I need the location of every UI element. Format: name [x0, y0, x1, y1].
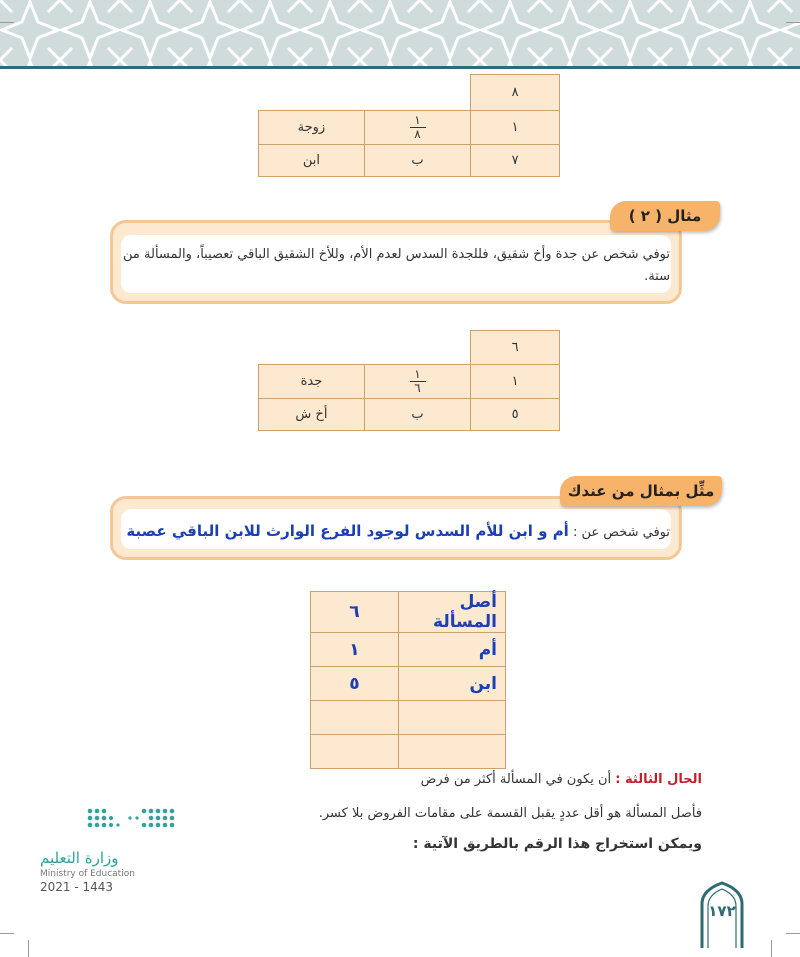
page-number-badge [698, 880, 746, 948]
table-cell-heir: جدة [259, 365, 365, 399]
fraction [410, 368, 426, 395]
crop-mark [786, 933, 800, 934]
fraction [410, 114, 426, 141]
top-banner [0, 0, 800, 69]
table-cell-heir: ابن [259, 145, 365, 177]
example-2-title: مثال ( ٢ ) [610, 201, 720, 231]
table-cell-header: ٦ [471, 331, 560, 365]
table-cell-value: ٥ [311, 667, 399, 701]
ministry-name-english: Ministry of Education [40, 869, 135, 879]
geometric-pattern-icon [0, 0, 800, 66]
case-3-label: الحال الثالثة : [615, 772, 702, 787]
crop-mark [771, 940, 772, 957]
table-cell-result: ٧ [471, 145, 560, 177]
inheritance-table-1 [258, 74, 560, 177]
your-example-prefix: توفي شخص عن : [572, 525, 670, 540]
crop-mark [0, 22, 14, 23]
table-cell-share: ب [364, 399, 470, 431]
case-3-line-3: ويمكن استخراج هذا الرقم بالطريق الآتية : [412, 836, 702, 852]
case-3-line-1 [300, 772, 702, 787]
ministry-dots-icon [40, 805, 180, 835]
crop-mark [28, 940, 29, 957]
inheritance-table-3 [310, 591, 506, 769]
crop-mark [786, 22, 800, 23]
example-2-text: توفي شخص عن جدة وأخ شقيق، فللجدة السدس لعدم الأم، وللأخ الشقيق الباقي تعصيباً، والمسألة من ستة. [123, 247, 670, 284]
case-3-line-2: فأصل المسألة هو أقل عددٍ يقبل القسمة على مقامات الفروض بلا كسر. [318, 806, 702, 821]
table-cell-heir: زوجة [259, 111, 365, 145]
table-cell-value [311, 735, 399, 769]
table-cell-header: ٨ [471, 75, 560, 111]
table-cell-result: ٥ [471, 399, 560, 431]
table-cell-value: ١ [311, 633, 399, 667]
inheritance-table-2 [258, 330, 560, 431]
table-cell-share [364, 111, 470, 145]
fraction-numerator: ١ [414, 112, 421, 127]
your-example-line [110, 520, 670, 544]
ministry-year: 2021 - 1443 [40, 880, 114, 894]
table-cell-label [399, 735, 506, 769]
crop-mark [0, 933, 14, 934]
table-cell-label: أم [399, 633, 506, 667]
table-cell-label [399, 701, 506, 735]
table-cell-share: ب [364, 145, 470, 177]
table-cell-share [364, 365, 470, 399]
ministry-logo [40, 805, 180, 894]
fraction-denominator: ٨ [414, 126, 421, 141]
case-3-text: أن يكون في المسألة أكثر من فرض [420, 772, 612, 787]
your-example-title: مثِّل بمثال من عندك [560, 476, 722, 506]
fraction-denominator: ٦ [414, 380, 421, 395]
table-cell-result: ١ [471, 365, 560, 399]
table-cell-result: ١ [471, 111, 560, 145]
table-cell-value: ٦ [311, 592, 399, 633]
table-cell-heir: أخ ش [259, 399, 365, 431]
ministry-name-arabic: وزارة التعليم [40, 849, 119, 867]
handwritten-answer: أم و ابن للأم السدس لوجود الفرع الوارث للابن الباقي عصبة [126, 522, 569, 540]
table-cell-label: أصل المسألة [399, 592, 506, 633]
page-number: ١٧٢ [708, 902, 736, 920]
table-cell-label: ابن [399, 667, 506, 701]
table-cell-value [311, 701, 399, 735]
fraction-numerator: ١ [414, 366, 421, 381]
